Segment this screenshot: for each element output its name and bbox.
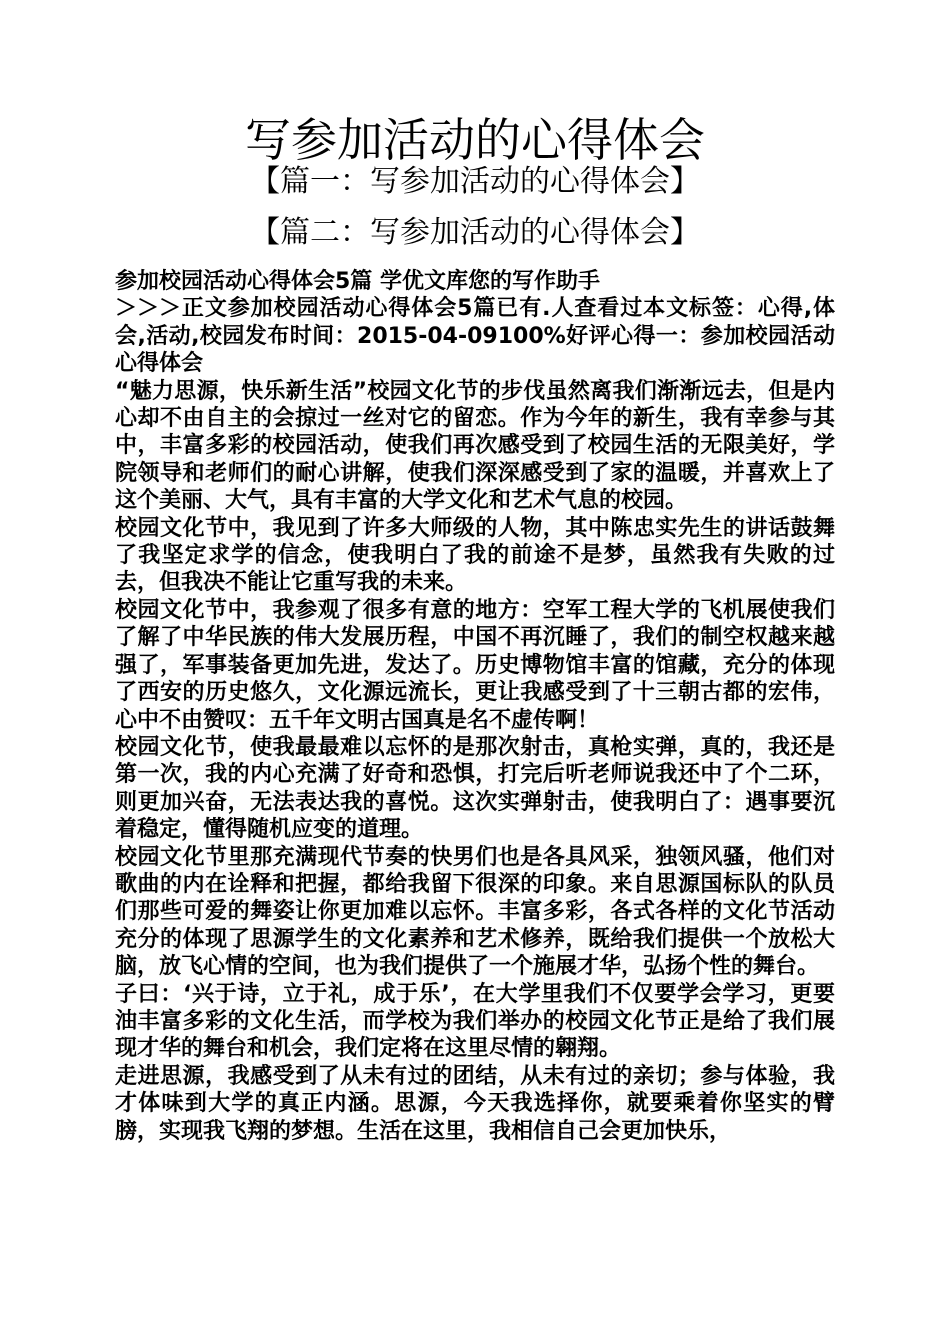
paragraph: 子曰：‘兴于诗，立于礼，成于乐’，在大学里我们不仅要学会学习，更要油丰富多彩的文化生活，而学校为我们举办的校园文化节正是给了我们展现才华的舞台和机会，我们定将在这里尽情的翱翔。 (115, 981, 835, 1062)
paragraph: 校园文化节中，我参观了很多有意的地方：空军工程大学的飞机展使我们了解了中华民族的伟大发展历程，中国不再沉睡了，我们的制空权越来越强了，军事装备更加先进，发达了。历史博物馆丰富的馆藏，充分的体现了西安的历史悠久，文化源远流长，更让我感受到了十三朝古都的宏伟，心中不由赞叹：五千年文明古国真是名不虚传啊！ (115, 597, 835, 733)
paragraph: 校园文化节，使我最最难以忘怀的是那次射击，真枪实弹，真的，我还是第一次，我的内心充满了好奇和恐惧，打完后听老师说我还中了个二环，则更加兴奋，无法表达我的喜悦。这次实弹射击，使我明白了：遇事要沉着稳定，懂得随机应变的道理。 (115, 734, 835, 843)
paragraph: “魅力思源，快乐新生活”校园文化节的步伐虽然离我们渐渐远去，但是内心却不由自主的会掠过一丝对它的留恋。作为今年的新生，我有幸参与其中，丰富多彩的校园活动，使我们再次感受到了校园生活的无限美好，学院领导和老师们的耐心讲解，使我们深深感受到了家的温暖，并喜欢上了这个美丽、大气，具有丰富的大学文化和艺术气息的校园。 (115, 378, 835, 514)
paragraph: 校园文化节里那充满现代节奏的快男们也是各具风采，独领风骚，他们对歌曲的内在诠释和把握，都给我留下很深的印象。来自思源国标队的队员们那些可爱的舞姿让你更加难以忘怀。丰富多彩，各式各样的文化节活动充分的体现了思源学生的文化素养和艺术修养，既给我们提供一个放松大脑，放飞心情的空间，也为我们提供了一个施展才华，弘扬个性的舞台。 (115, 844, 835, 980)
paragraph: 校园文化节中，我见到了许多大师级的人物，其中陈忠实先生的讲话鼓舞了我坚定求学的信念，使我明白了我的前途不是梦，虽然我有失败的过去，但我决不能让它重写我的未来。 (115, 515, 835, 596)
paragraph: 参加校园活动心得体会5篇 学优文库您的写作助手 (115, 269, 600, 294)
paragraph: 走进思源，我感受到了从未有过的团结，从未有过的亲切；参与体验，我才体味到大学的真正内涵。思源，今天我选择你，就要乘着你坚实的臂膀，实现我飞翔的梦想。生活在这里，我相信自己会更加快乐， (115, 1063, 835, 1144)
document-title: 写参加活动的心得体会 (245, 113, 705, 167)
document-body (115, 268, 835, 1145)
paragraph: ＞＞＞正文参加校园活动心得体会5篇已有.人查看过本文标签：心得,体会,活动,校园发布时间：2015-04-09100%好评心得一：参加校园活动心得体会 (115, 296, 835, 377)
section-heading-1: 【篇一：写参加活动的心得体会】 (250, 164, 700, 199)
section-heading-2: 【篇二：写参加活动的心得体会】 (250, 215, 700, 250)
